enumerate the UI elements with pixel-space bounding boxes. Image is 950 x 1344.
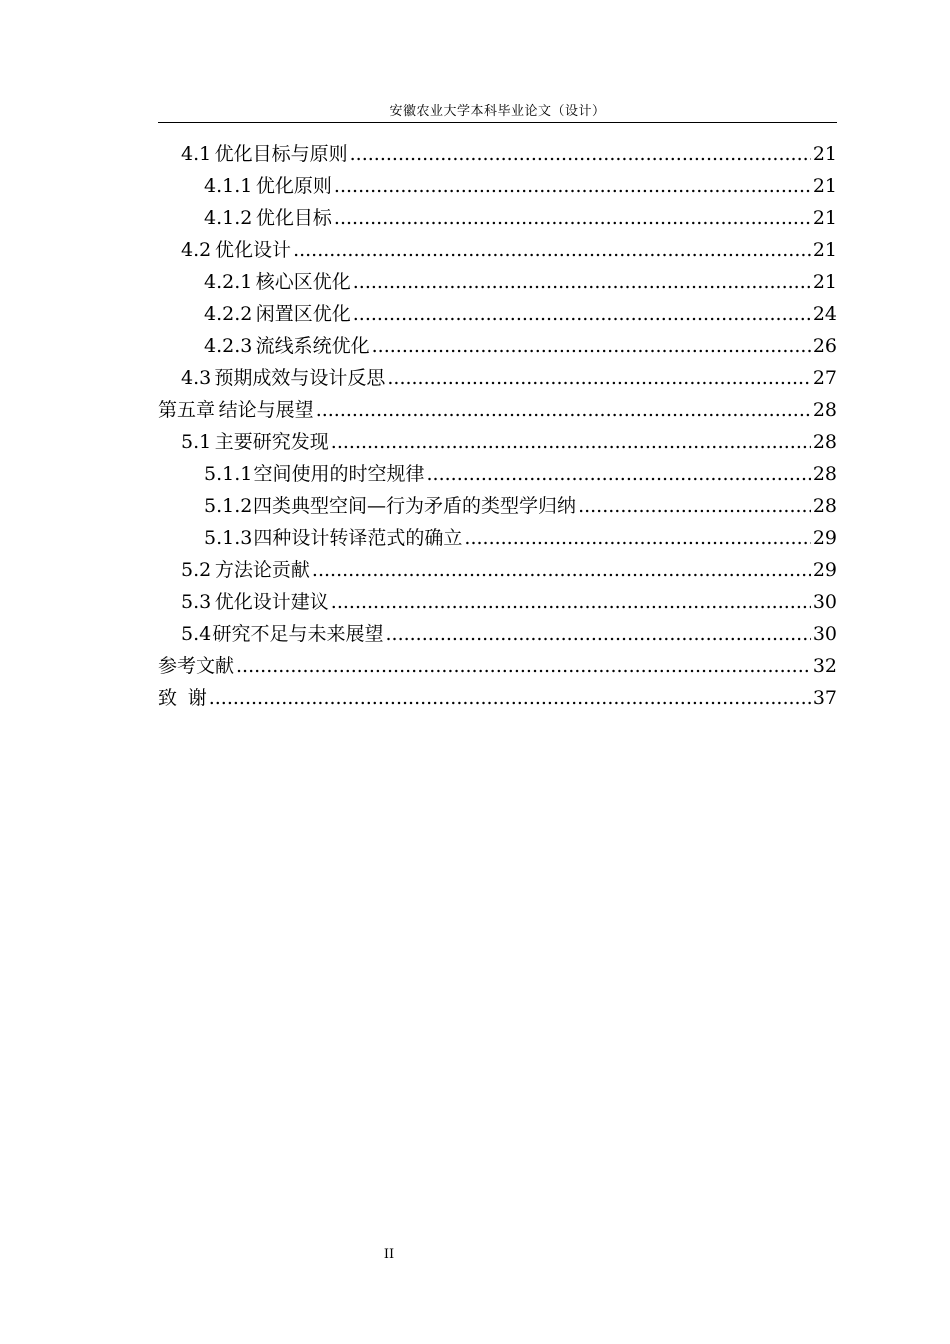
toc-entry-title: 核心区优化	[255, 271, 351, 293]
toc-entry-number: 5.1.3	[204, 527, 253, 549]
table-of-contents	[158, 138, 837, 714]
toc-entry-page-number: 27	[812, 367, 837, 389]
toc-entry-leader-dots	[316, 394, 811, 426]
header-rule	[158, 122, 837, 123]
toc-entry-number: 4.2.3	[204, 335, 253, 357]
toc-entry-leader-dots	[464, 522, 810, 554]
toc-entry[interactable]	[158, 522, 837, 554]
toc-entry-title: 主要研究发现	[214, 431, 329, 453]
toc-entry-number: 4.1.1	[204, 175, 253, 197]
toc-entry-title: 四类典型空间—行为矛盾的类型学归纳	[253, 495, 577, 517]
toc-entry[interactable]	[158, 586, 837, 618]
toc-entry-title: 参考文献	[158, 655, 235, 677]
toc-entry-page-number: 21	[812, 207, 837, 229]
toc-entry-title: 谢	[187, 687, 207, 709]
toc-entry-page-number: 21	[812, 143, 837, 165]
toc-entry-title: 空间使用的时空规律	[253, 463, 425, 485]
toc-entry-leader-dots	[334, 170, 811, 202]
toc-entry-title: 预期成效与设计反思	[214, 367, 386, 389]
toc-entry-title: 流线系统优化	[255, 335, 370, 357]
toc-entry-title: 优化目标	[255, 207, 332, 229]
toc-entry-leader-dots	[293, 234, 811, 266]
page-number: II	[383, 1247, 395, 1262]
toc-entry-number: 4.2	[181, 239, 212, 261]
toc-entry-title: 优化原则	[255, 175, 332, 197]
toc-entry-number: 5.2	[181, 559, 212, 581]
running-header: 安徽农业大学本科毕业论文（设计）	[389, 104, 606, 119]
toc-entry-number: 4.1	[181, 143, 212, 165]
toc-entry-page-number: 29	[812, 527, 837, 549]
toc-entry-page-number: 24	[812, 303, 837, 325]
toc-entry-leader-dots	[350, 138, 811, 170]
toc-entry-leader-dots	[353, 298, 811, 330]
toc-entry-number: 4.2.2	[204, 303, 253, 325]
toc-entry-title: 四种设计转译范式的确立	[253, 527, 463, 549]
toc-entry[interactable]	[158, 234, 837, 266]
toc-entry-title: 研究不足与未来展望	[212, 623, 384, 645]
toc-entry-page-number: 28	[812, 463, 837, 485]
toc-entry-leader-dots	[427, 458, 811, 490]
toc-entry-page-number: 28	[812, 495, 837, 517]
toc-entry-page-number: 28	[812, 399, 837, 421]
toc-entry[interactable]	[158, 330, 837, 362]
toc-entry-page-number: 21	[812, 239, 837, 261]
toc-entry-number: 4.1.2	[204, 207, 253, 229]
toc-entry-leader-dots	[331, 426, 811, 458]
toc-entry-page-number: 29	[812, 559, 837, 581]
toc-entry-number: 5.1.2	[204, 495, 253, 517]
toc-entry-number: 4.2.1	[204, 271, 253, 293]
toc-entry-title: 优化设计	[215, 239, 292, 261]
toc-entry-page-number: 28	[812, 431, 837, 453]
toc-entry-title: 优化目标与原则	[214, 143, 348, 165]
toc-entry[interactable]	[158, 298, 837, 330]
toc-entry[interactable]	[158, 362, 837, 394]
toc-entry-title: 方法论贡献	[214, 559, 310, 581]
toc-entry-leader-dots	[578, 490, 811, 522]
toc-entry[interactable]	[158, 618, 837, 650]
toc-entry[interactable]	[158, 426, 837, 458]
toc-entry-number: 5.1.1	[204, 463, 253, 485]
toc-entry[interactable]	[158, 266, 837, 298]
toc-entry-number: 5.1	[181, 431, 212, 453]
toc-entry-number: 5.3	[181, 591, 212, 613]
toc-entry-number: 第五章	[158, 399, 216, 421]
toc-entry[interactable]	[158, 458, 837, 490]
toc-entry-number: 5.4	[181, 623, 212, 645]
toc-entry-leader-dots	[331, 586, 811, 618]
toc-entry-page-number: 21	[812, 271, 837, 293]
toc-entry-page-number: 30	[812, 623, 837, 645]
toc-entry-leader-dots	[372, 330, 811, 362]
toc-entry-number: 致	[158, 687, 178, 709]
toc-entry[interactable]	[158, 554, 837, 586]
toc-entry[interactable]	[158, 394, 837, 426]
toc-entry[interactable]	[158, 202, 837, 234]
toc-entry-leader-dots	[209, 682, 811, 714]
toc-entry-leader-dots	[385, 618, 810, 650]
toc-entry-title: 优化设计建议	[214, 591, 329, 613]
toc-entry-leader-dots	[236, 650, 811, 682]
toc-entry[interactable]	[158, 170, 837, 202]
toc-entry-page-number: 30	[812, 591, 837, 613]
toc-entry-number: 4.3	[181, 367, 212, 389]
toc-entry-leader-dots	[334, 202, 811, 234]
toc-entry-title: 结论与展望	[218, 399, 314, 421]
toc-entry-page-number: 32	[812, 655, 837, 677]
toc-entry-leader-dots	[353, 266, 811, 298]
toc-entry-page-number: 37	[812, 687, 837, 709]
toc-entry-page-number: 26	[812, 335, 837, 357]
toc-entry-leader-dots	[387, 362, 810, 394]
toc-entry-title: 闲置区优化	[255, 303, 351, 325]
toc-entry[interactable]	[158, 650, 837, 682]
toc-entry-leader-dots	[312, 554, 811, 586]
toc-entry[interactable]	[158, 682, 837, 714]
toc-entry[interactable]	[158, 138, 837, 170]
toc-entry-page-number: 21	[812, 175, 837, 197]
toc-entry[interactable]	[158, 490, 837, 522]
